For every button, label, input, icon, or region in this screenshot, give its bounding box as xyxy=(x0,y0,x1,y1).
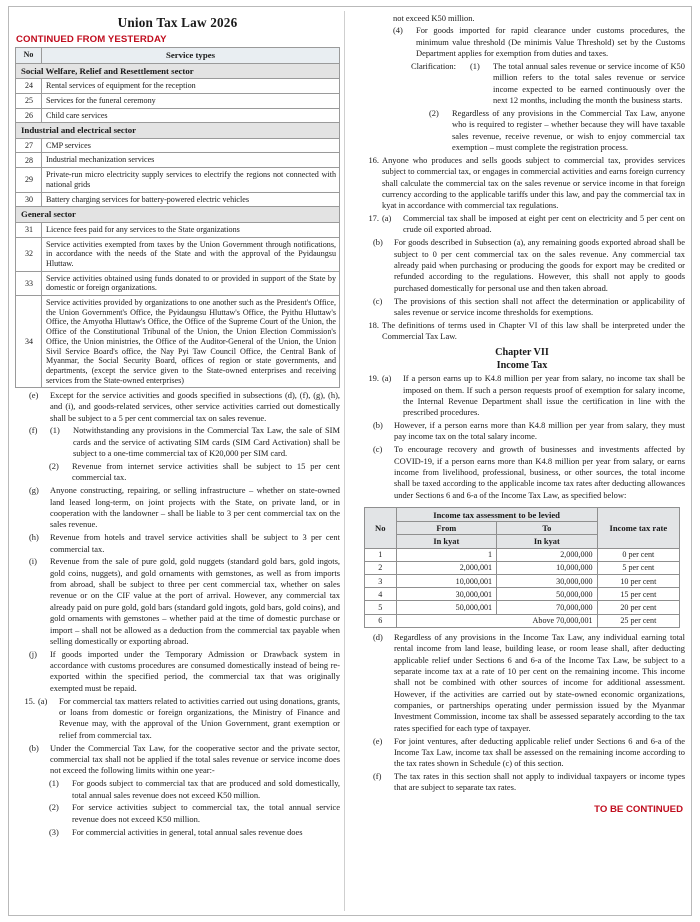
table-row xyxy=(16,79,340,94)
continuation-text: not exceed K50 million. xyxy=(393,12,475,23)
clause-paragraph xyxy=(373,237,685,294)
income-header-from-unit: In kyat xyxy=(396,535,496,548)
continued-from-label: CONTINUED FROM YESTERDAY xyxy=(16,34,167,45)
income-header-span: Income tax assessment to be levied xyxy=(396,508,597,522)
clause-letter: (c) xyxy=(373,444,383,455)
income-cell-to: 30,000,000 xyxy=(497,575,597,588)
clause-paragraph xyxy=(29,556,340,647)
income-cell-to: 10,000,000 xyxy=(497,561,597,574)
header-no: No xyxy=(16,48,42,64)
clause-paragraph xyxy=(15,696,340,741)
clause-text: Anyone constructing, repairing, or selling infrastructure – whether on state-owned land leased long-term, on joint projects with the State, on private land, or in cooperation with the landowner – shall be liable to 3 per cent commercial tax on the sales revenue. xyxy=(50,485,340,530)
service-table-body xyxy=(16,63,340,388)
clause-paragraph xyxy=(29,485,340,530)
chapter-name: Income Tax xyxy=(496,359,548,371)
row-number: 29 xyxy=(16,168,42,192)
clause-paragraph xyxy=(359,155,685,212)
clause-letter: (a) xyxy=(38,695,48,706)
row-service-description: Private-run micro electricity supply services to electrify the regions not connected with national grids xyxy=(42,168,340,192)
income-cell-from: 2,000,001 xyxy=(396,561,496,574)
clause-text: The provisions of this section shall not affect the determination or applicability of sales revenue or service income thresholds for exemptions. xyxy=(394,295,685,317)
chapter-heading xyxy=(359,346,685,372)
clause-paragraph xyxy=(29,743,340,777)
clause-letter: (b) xyxy=(373,237,383,248)
clause-letter: (e) xyxy=(29,389,39,400)
table-row xyxy=(16,271,340,295)
clause-letter: (j) xyxy=(29,648,37,659)
clause-number: 17. xyxy=(368,213,379,224)
income-table-row xyxy=(364,588,679,601)
table-row xyxy=(16,237,340,271)
clause-number: 19. xyxy=(368,373,379,384)
row-number: 31 xyxy=(16,222,42,237)
income-cell-no: 3 xyxy=(364,575,396,588)
table-row xyxy=(16,153,340,168)
clause-text: For service activities subject to commercial tax, the total annual service revenue does not exceed K50 million. xyxy=(72,802,340,824)
clause-letter: (d) xyxy=(373,631,383,642)
clause-text: Regardless of any provisions in the Income Tax Law, any individual earning total rental income from land lease, building lease, or room lease shall, after deducting applicable relief under Sections 6 and 6-a of the Income Tax Law, be subject to a separate income tax at a rate of 10 per cent on the remaining income. This income shall not be combined with other sources of income for additional assessment. However, if the activities are carried out by state-owned economic organizations, companies, or partnerships operating under permission issued by the Myanmar Investment Commission, income tax shall be assessed separately according to the tax rates specified for each type of taxpayer. xyxy=(394,631,685,733)
sector-heading-label: Social Welfare, Relief and Resettlement sector xyxy=(16,63,340,79)
row-service-description: CMP services xyxy=(42,138,340,153)
left-column xyxy=(15,11,345,911)
income-header-to-unit: In kyat xyxy=(497,535,597,548)
clause-text: For goods subject to commercial tax that are produced and sold domestically, total annual sales revenue does not exceed K50 million. xyxy=(72,778,340,800)
clause-sub-number: (2) xyxy=(49,802,59,813)
income-tax-table xyxy=(364,507,680,628)
clause-letter: (f) xyxy=(373,771,382,782)
income-table-body xyxy=(364,548,679,627)
income-cell-rate: 5 per cent xyxy=(597,561,680,574)
income-table-row xyxy=(364,575,679,588)
income-header-rate: Income tax rate xyxy=(597,508,680,549)
clause-paragraph xyxy=(393,25,685,59)
clause-text: Under the Commercial Tax Law, for the cooperative sector and the private sector, commercial tax shall not be applied if the total sales revenue or service income does not exceed the following limits within one year:- xyxy=(50,742,340,776)
income-cell-no: 5 xyxy=(364,601,396,614)
clause-text: Revenue from internet service activities shall be subject to 15 per cent commercial tax. xyxy=(72,461,340,483)
clause-text: If goods imported under the Temporary Admission or Drawback system in accordance with customs procedures are consumed domestically instead of being re-exported within the specified period, the commercial tax that was originally exempted must be repaid. xyxy=(50,648,340,693)
clause-sub-number: (2) xyxy=(429,107,439,118)
clause-text: Notwithstanding any provisions in the Commercial Tax Law, the sale of SIM cards and the service of activating SIM cards (SIM Card Activation) shall be subject to a one-time commercial tax of K20,000 per SIM card. xyxy=(73,425,340,459)
sector-heading-row xyxy=(16,63,340,79)
clause-text: The definitions of terms used in Chapter VI of this law shall be interpreted under the Commercial Tax Law. xyxy=(382,319,685,342)
clause-letter: (c) xyxy=(373,295,383,306)
income-cell-from: 10,000,001 xyxy=(396,575,496,588)
right-column xyxy=(355,11,685,911)
table-row xyxy=(16,93,340,108)
clause-text: If a person earns up to K4.8 million per year from salary, no income tax shall be imposed on them. If such a person requests proof of exemption for salary income, the Internal Revenue Department shall issue the certification in line with the prescribed procedures. xyxy=(403,373,685,418)
income-cell-to: 2,000,000 xyxy=(497,548,597,561)
row-service-description: Rental services of equipment for the reception xyxy=(42,79,340,94)
income-cell-rate: 15 per cent xyxy=(597,588,680,601)
row-service-description: Industrial mechanization services xyxy=(42,153,340,168)
clause-text: Regardless of any provisions in the Commercial Tax Law, anyone who is required to register – whether because they will have taxable sales revenue, receive revenue, or wish to enjoy commercial tax exemption – must complete the registration process. xyxy=(452,107,685,152)
clause-paragraph xyxy=(359,213,685,236)
clause-paragraph xyxy=(29,649,340,694)
right-column-paragraphs-after-table xyxy=(359,632,685,794)
income-table-row xyxy=(364,561,679,574)
clause-letter: (b) xyxy=(373,420,383,431)
income-cell-rate: 25 per cent xyxy=(597,614,680,627)
income-cell-no: 2 xyxy=(364,561,396,574)
page-title: Union Tax Law 2026 xyxy=(117,15,238,30)
clause-paragraph xyxy=(29,532,340,555)
clause-sub-number: (4) xyxy=(393,25,403,36)
income-cell-from: 30,000,001 xyxy=(396,588,496,601)
table-header-row xyxy=(16,48,340,64)
clause-letter: (h) xyxy=(29,532,39,543)
row-number: 30 xyxy=(16,192,42,207)
table-row xyxy=(16,138,340,153)
right-column-paragraphs-top xyxy=(359,25,685,342)
sector-heading-label: General sector xyxy=(16,207,340,223)
row-number: 24 xyxy=(16,79,42,94)
clause-letter: (b) xyxy=(29,742,39,753)
clause-sub-number: (1) xyxy=(49,778,59,789)
clause-paragraph xyxy=(49,802,340,825)
clause-text: The total annual sales revenue or service income of K50 million refers to the total sales revenue or service income expected to be earned continuously over the next 12 months, including the month the business starts. xyxy=(493,60,685,106)
clause-letter: (e) xyxy=(373,735,383,746)
clause-paragraph xyxy=(359,320,685,343)
table-row xyxy=(16,192,340,207)
clause-paragraph xyxy=(411,61,685,106)
income-cell-no: 1 xyxy=(364,548,396,561)
row-service-description: Service activities provided by organizations to one another such as the President's Office, the Union Government's Office, the Pyidaungsu Hluttaw's Office, the Pyithu Hluttaw's Office, the Amyotha Hluttaw's Office, the Office of the Supreme Court of the Union, the Office of the Constitutional Tribunal of the Union, the Union Election Commission's Office, the Union ministries, the Office of the Auditor-General of the Union, the Union Sivil Service Board's office, the Nay Pyi Taw Council Office, the Central Bank of Myanmar, the Social Security Board, offices of region or state governments, and departments, (except the service given to the State-owned enterprises and receiving services from the State-owned enterprises) xyxy=(42,296,340,388)
clause-paragraph xyxy=(49,827,340,838)
income-cell-from: 50,000,001 xyxy=(396,601,496,614)
clause-paragraph xyxy=(373,444,685,501)
row-number: 28 xyxy=(16,153,42,168)
income-cell-no: 6 xyxy=(364,614,396,627)
clause-sub-number: (1) xyxy=(50,425,60,436)
clause-text: The tax rates in this section shall not apply to individual taxpayers or income types that are subject to separate tax rates. xyxy=(394,771,685,793)
income-cell-to: 50,000,000 xyxy=(497,588,597,601)
clause-text: Revenue from the sale of pure gold, gold nuggets (standard gold bars, gold ingots, gold coins, nuggets), and gold ornaments with gemstones, as well as from imports from abroad, shall be subject to three per cent commercial tax, whether on sales revenue or on the CIF value at the port of arrival. However, any commercial tax already paid on pure gold, gold bars (standard gold ingots, gold bars, gold coins), and gold ornaments with gemstones – whether paid at the time of domestic purchase or import – shall not be allowed as a deduction from the commercial tax payable when selling domestically or exporting abroad. xyxy=(50,556,340,646)
clause-sub-number: (3) xyxy=(49,826,59,837)
income-cell-from: 1 xyxy=(396,548,496,561)
income-table-row xyxy=(364,548,679,561)
row-number: 27 xyxy=(16,138,42,153)
sector-heading-row xyxy=(16,207,340,223)
left-column-paragraphs xyxy=(15,390,340,838)
clause-paragraph xyxy=(373,420,685,443)
clause-text: For commercial tax matters related to activities carried out using donations, grants, or loans from domestic or foreign organizations, the Ministry of Finance and Revenue may, with the approval of the Union Government, grant exemption or relief from commercial tax. xyxy=(59,695,340,740)
clause-paragraph xyxy=(29,425,340,459)
continuation-paragraph xyxy=(393,13,685,24)
row-number: 34 xyxy=(16,296,42,388)
clause-paragraph xyxy=(49,461,340,484)
clause-text: For goods described in Subsection (a), any remaining goods exported abroad shall be subject to 0 per cent commercial tax on the sales revenue. Any commercial tax already paid when purchasing or producing the goods for export may be credited or refunded according to the regulations. However, this shall not apply to goods purchased domestically for personal use and then taken abroad. xyxy=(394,237,685,293)
clause-paragraph xyxy=(373,736,685,770)
page-frame xyxy=(8,6,692,916)
table-row xyxy=(16,168,340,192)
clarification-label: Clarification: xyxy=(411,60,456,71)
clause-paragraph xyxy=(49,778,340,801)
income-cell-above-threshold: Above 70,000,001 xyxy=(396,614,597,627)
income-header-to: To xyxy=(497,522,597,535)
row-service-description: Licence fees paid for any services to the State organizations xyxy=(42,222,340,237)
clause-sub-number: (1) xyxy=(470,60,480,71)
income-table-row-last xyxy=(364,614,679,627)
row-service-description: Services for the funeral ceremony xyxy=(42,93,340,108)
income-header-no: No xyxy=(364,508,396,549)
income-cell-no: 4 xyxy=(364,588,396,601)
clause-paragraph xyxy=(29,390,340,424)
to-be-continued-label: TO BE CONTINUED xyxy=(594,803,683,815)
row-service-description: Service activities exempted from taxes by the Union Government through notifications, in accordance with the needs of the State and with the approval of the Pyidaungsu Hluttaw. xyxy=(42,237,340,271)
income-table-header-row-1 xyxy=(364,508,679,522)
chapter-number: Chapter VII xyxy=(495,346,549,358)
clause-paragraph xyxy=(359,373,685,418)
row-number: 32 xyxy=(16,237,42,271)
row-number: 25 xyxy=(16,93,42,108)
table-row xyxy=(16,222,340,237)
income-table-row xyxy=(364,601,679,614)
header-service-types: Service types xyxy=(42,48,340,64)
clause-paragraph xyxy=(373,771,685,794)
clause-number: 18. xyxy=(368,319,379,330)
clause-text: Anyone who produces and sells goods subject to commercial tax, provides services subject to commercial tax, or engages in commercial activities and earns foreign currency shall calculate the commercial tax on the sales revenue or service income in that foreign currency according to the applicable tariffs under this law, and pay the commercial tax in kyat in accordance with commercial tax regulations. xyxy=(382,154,685,211)
service-types-table xyxy=(15,47,340,388)
clause-letter: (f) xyxy=(29,425,38,436)
row-service-description: Child care services xyxy=(42,108,340,123)
clause-text: For commercial activities in general, total annual sales revenue does xyxy=(72,826,303,837)
clause-letter: (i) xyxy=(29,556,37,567)
row-number: 26 xyxy=(16,108,42,123)
clause-text: Except for the service activities and goods specified in subsections (d), (f), (g), (h), and (i), and goods-related services, other service activities carried out domestically shall be subject to a 5 per cent commercial tax on sales revenue. xyxy=(50,389,340,423)
income-cell-rate: 0 per cent xyxy=(597,548,680,561)
income-header-from: From xyxy=(396,522,496,535)
clause-paragraph xyxy=(373,632,685,734)
clause-text: However, if a person earns more than K4.8 million per year from salary, they must pay income tax on the total salary income. xyxy=(394,420,685,442)
row-number: 33 xyxy=(16,271,42,295)
clause-text: Revenue from hotels and travel service activities shall be subject to 3 per cent commercial tax. xyxy=(50,532,340,554)
two-column-layout xyxy=(15,11,685,911)
table-row xyxy=(16,296,340,388)
right-column-paragraphs-after-chapter xyxy=(359,373,685,501)
income-cell-rate: 20 per cent xyxy=(597,601,680,614)
income-cell-to: 70,000,000 xyxy=(497,601,597,614)
income-cell-rate: 10 per cent xyxy=(597,575,680,588)
clause-text: For goods imported for rapid clearance under customs procedures, the minimum value threshold (De minimis Value Threshold) set by the Customs Department applies for exemption from duties and taxes. xyxy=(416,25,685,59)
clause-text: Commercial tax shall be imposed at eight per cent on electricity and 5 per cent on crude oil exported abroad. xyxy=(403,213,685,235)
clause-number: 16. xyxy=(368,154,379,165)
clause-paragraph xyxy=(429,108,685,153)
row-service-description: Service activities obtained using funds donated to or provided in support of the State by domestic or foreign organizations. xyxy=(42,271,340,295)
clause-letter: (g) xyxy=(29,485,39,496)
row-service-description: Battery charging services for battery-powered electric vehicles xyxy=(42,192,340,207)
sector-heading-label: Industrial and electrical sector xyxy=(16,123,340,139)
clause-sub-number: (2) xyxy=(49,461,59,472)
clause-number: 15. xyxy=(24,695,35,706)
clause-text: To encourage recovery and growth of businesses and investments affected by COVID-19, if a person earns more than K4.8 million per year from salary, or earns income from livelihood, professional, business, or other sources, the total income shall be taxed according to the applicable income tax rates after deducting allowances under Sections 6 and 6-a of the Income Tax Law, as specified below: xyxy=(394,444,685,500)
clause-text: For joint ventures, after deducting applicable relief under Sections 6 and 6-a of the Income Tax Law, income tax shall be assessed on the remaining income according to the tax rates shown in Schedule (c) of this section. xyxy=(394,735,685,769)
clause-letter: (a) xyxy=(382,213,392,224)
clause-letter: (a) xyxy=(382,373,392,384)
sector-heading-row xyxy=(16,123,340,139)
table-row xyxy=(16,108,340,123)
clause-paragraph xyxy=(373,296,685,319)
